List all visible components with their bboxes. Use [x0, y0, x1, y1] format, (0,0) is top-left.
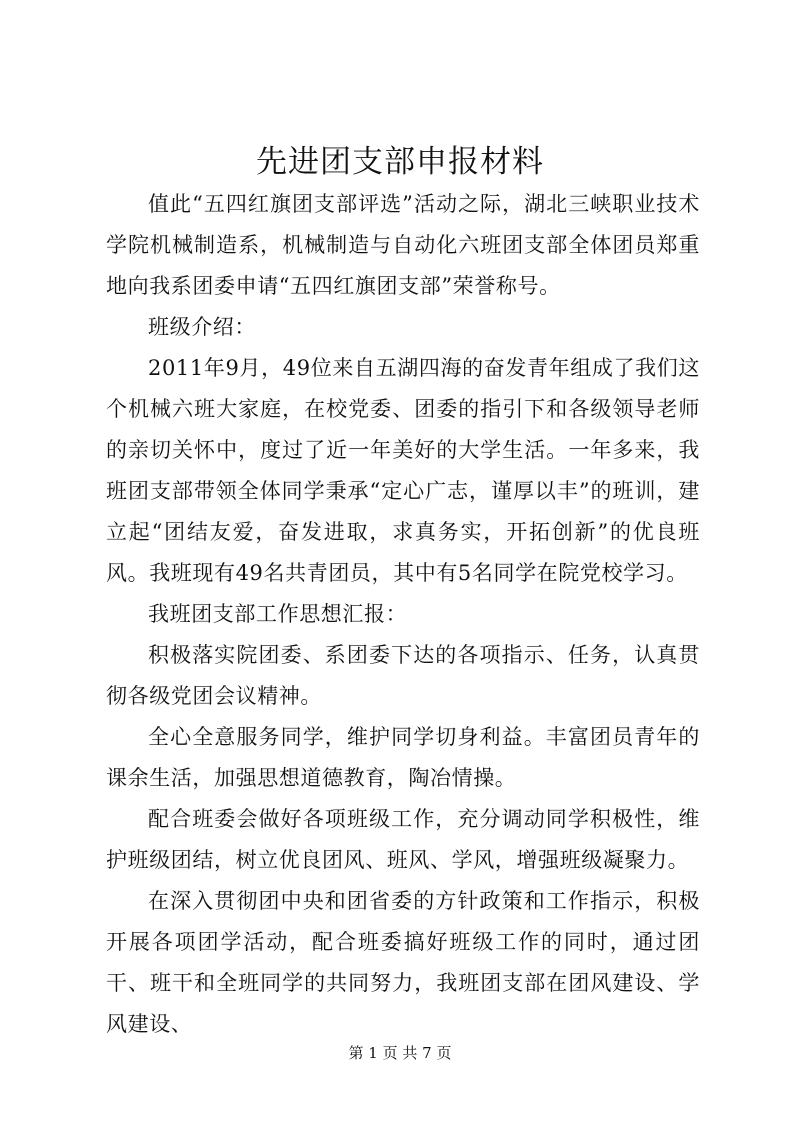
paragraph-intro: 值此“五四红旗团支部评选”活动之际，湖北三峡职业技术学院机械制造系，机械制造与自动化六班团支部全体团员郑重地向我系团委申请“五四红旗团支部”荣誉称号。 [106, 192, 700, 298]
page-number-footer: 第 1 页 共 7 页 [348, 1044, 452, 1062]
paragraph-work-item-2: 全心全意服务同学，维护同学切身利益。丰富团员青年的课余生活，加强思想道德教育，陶冶情操。 [106, 725, 700, 790]
paragraph-class-intro: 2011年9月，49位来自五湖四海的奋发青年组成了我们这个机械六班大家庭，在校党委、团委的指引下和各级领导老师的亲切关怀中，度过了近一年美好的大学生活。一年多来，我班团支部带领全体同学秉承“定心广志，谨厚以丰”的班训，建立起“团结友爱，奋发进取，求真务实，开拓创新”的优良班风。我班现有49名共青团员，其中有5名同学在院党校学习。 [106, 356, 700, 585]
paragraph-work-item-3: 配合班委会做好各项班级工作，充分调动同学积极性，维护班级团结，树立优良团风、班风、学风，增强班级凝聚力。 [106, 807, 700, 872]
document-title: 先进团支部申报材料 [256, 144, 544, 180]
paragraph-work-item-1: 积极落实院团委、系团委下达的各项指示、任务，认真贯彻各级党团会议精神。 [106, 643, 700, 708]
paragraph-work-item-4: 在深入贯彻团中央和团省委的方针政策和工作指示，积极开展各项团学活动，配合班委搞好班级工作的同时，通过团干、班干和全班同学的共同努力，我班团支部在团风建设、学风建设、 [106, 889, 700, 1036]
paragraph-work-report-heading: 我班团支部工作思想汇报： [148, 602, 408, 626]
paragraph-class-intro-heading: 班级介绍： [148, 315, 256, 339]
document-body [106, 184, 700, 1045]
